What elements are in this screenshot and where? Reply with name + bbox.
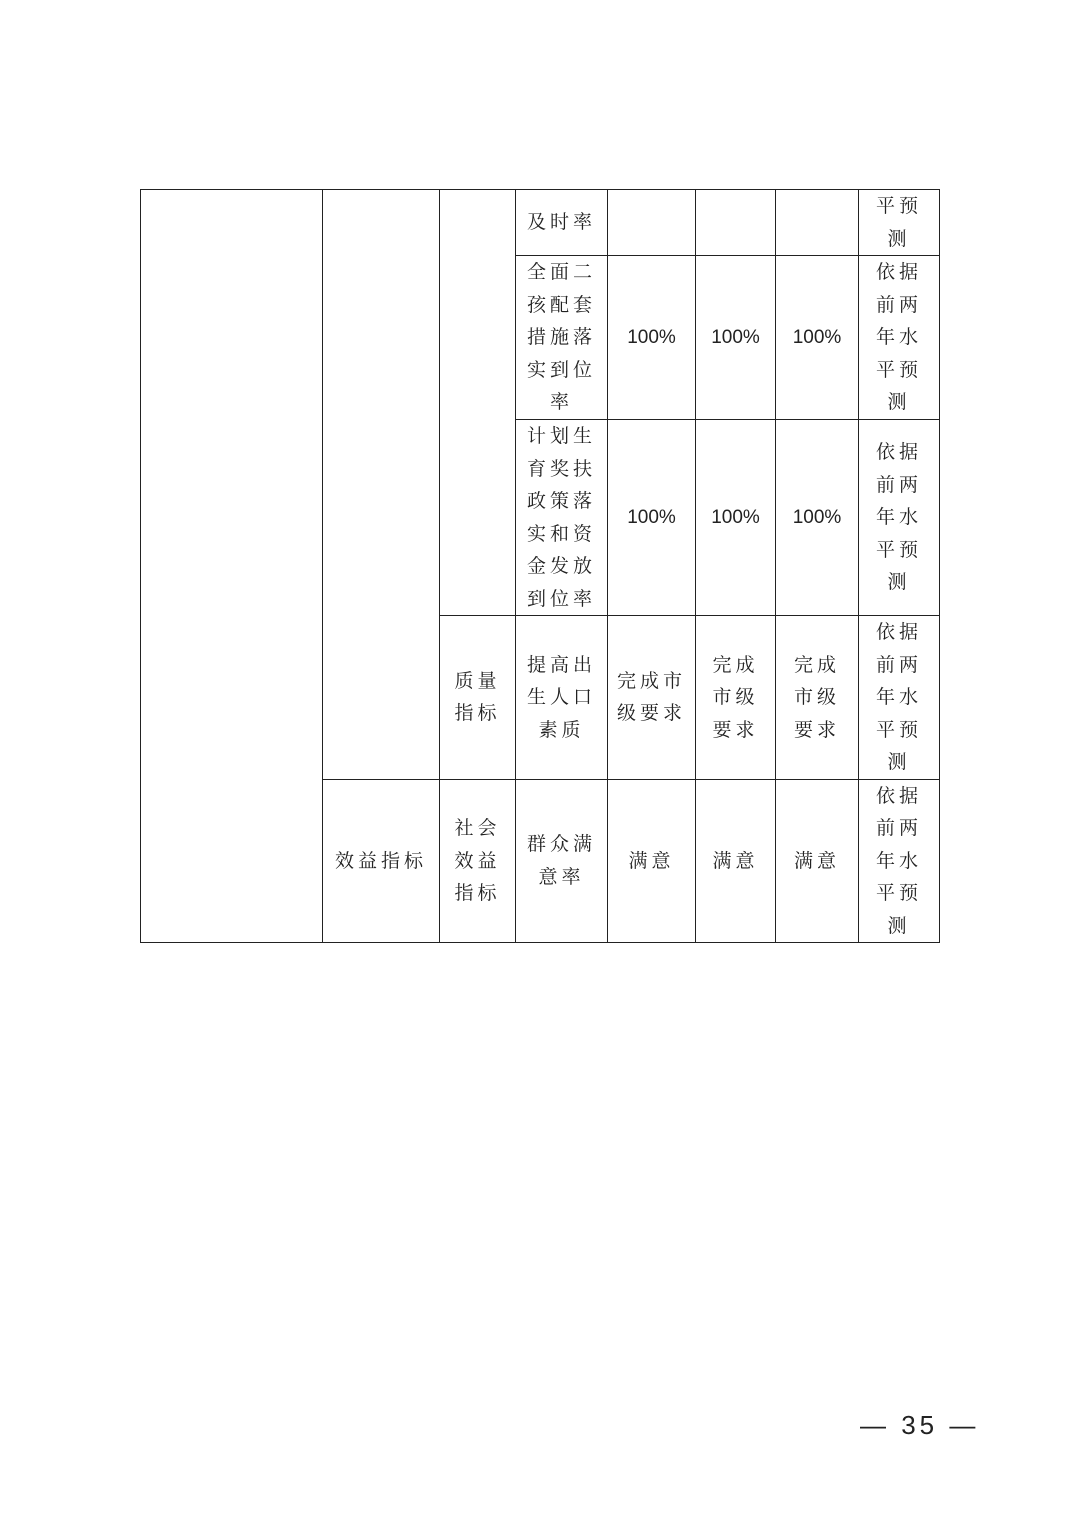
table-cell	[608, 190, 696, 256]
table-cell	[859, 256, 940, 420]
table-cell	[859, 616, 940, 780]
table-cell	[696, 779, 776, 943]
table-cell	[696, 616, 776, 780]
cell-text: 依据前两年水平预测	[876, 261, 923, 414]
table-cell-col1	[141, 190, 323, 943]
cell-text: 完成市级要求	[712, 653, 759, 741]
cell-text: 满意	[793, 849, 840, 872]
table-cell	[516, 779, 608, 943]
table-cell	[516, 256, 608, 420]
cell-text: 提高出生人口素质	[527, 653, 597, 741]
cell-text: 计划生育奖扶政策落实和资金发放到位率	[527, 425, 597, 610]
performance-indicator-table	[140, 189, 940, 943]
cell-text: 100%	[627, 326, 676, 348]
cell-text: 100%	[792, 326, 842, 348]
table-cell	[608, 256, 696, 420]
page-number: — 35 —	[860, 1410, 980, 1440]
table-cell	[608, 779, 696, 943]
table-cell	[776, 256, 859, 420]
cell-text: 依据前两年水平预测	[876, 621, 923, 773]
table-cell-col3	[440, 190, 516, 616]
table-cell	[859, 420, 940, 616]
cell-text: 效益指标	[335, 849, 428, 872]
table-cell	[608, 616, 696, 780]
table-cell	[776, 616, 859, 780]
table-cell	[440, 616, 516, 780]
table-cell	[516, 190, 608, 256]
cell-text: 及时率	[527, 211, 597, 234]
cell-text: 依据前两年水平预测	[876, 441, 923, 594]
table-cell	[696, 256, 776, 420]
table-cell-col2	[323, 190, 440, 780]
table-cell	[608, 420, 696, 616]
table-cell	[696, 420, 776, 616]
cell-text: 群众满意率	[527, 833, 597, 888]
table-cell	[323, 779, 440, 943]
cell-text: 完成市级要求	[617, 669, 687, 725]
cell-text: 依据前两年水平预测	[876, 784, 923, 937]
table-cell	[776, 779, 859, 943]
cell-text: 100%	[792, 506, 842, 528]
cell-text: 满意	[628, 849, 675, 872]
table-row	[141, 190, 940, 256]
cell-text: 满意	[712, 849, 759, 872]
cell-text: 社会效益指标	[454, 817, 501, 904]
table-cell	[776, 420, 859, 616]
cell-text: 100%	[711, 326, 760, 348]
table-cell	[696, 190, 776, 256]
cell-text: 平预测	[876, 195, 923, 250]
cell-text: 100%	[711, 506, 760, 528]
table-cell	[516, 420, 608, 616]
table-cell	[776, 190, 859, 256]
table-cell	[440, 779, 516, 943]
cell-text: 完成市级要求	[794, 653, 841, 741]
table-cell	[859, 779, 940, 943]
cell-text: 全面二孩配套措施落实到位率	[527, 261, 597, 414]
cell-text: 质量指标	[454, 669, 501, 725]
table-cell	[859, 190, 940, 256]
cell-text: 100%	[627, 506, 676, 528]
table-cell	[516, 616, 608, 780]
